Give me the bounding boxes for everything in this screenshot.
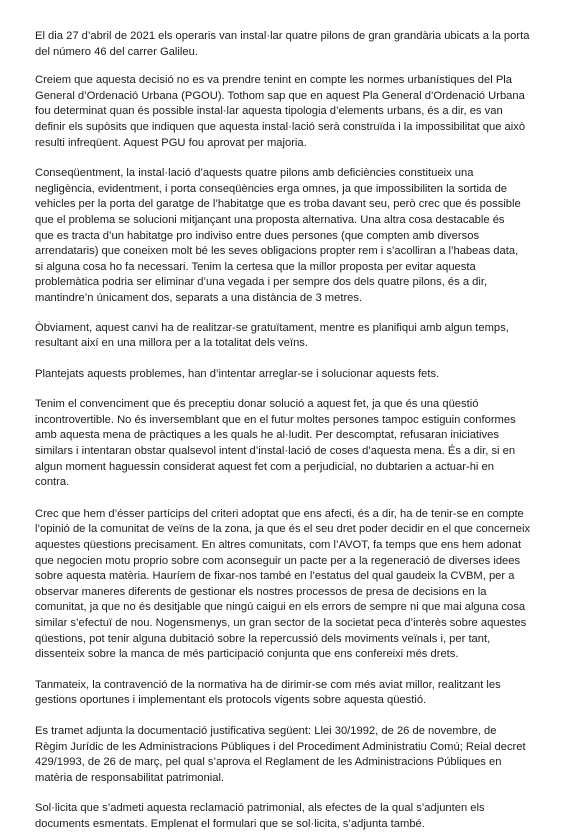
paragraph-line: observar maneres diferents de gestionar els nostres processos de presa de decisions en la xyxy=(35,585,487,598)
paragraph-line: comunitat, ja que no és desitjable que ningú caigui en els errors de sempre ni que mai alguna cosa xyxy=(35,601,526,614)
paragraph-line: amb aquesta mena de pràctiques a les quals he al·ludit. Per descomptat, refusaran iniciatives xyxy=(35,429,499,442)
document-paragraph xyxy=(35,678,546,709)
document-body xyxy=(35,29,546,833)
paragraph-line: dissenteix sobre la manca de més participació conjunta que ens confereixi més drets. xyxy=(35,648,459,661)
paragraph-line: resulti infreqüent. Aquest PGU fou aprovat per majoria. xyxy=(35,136,307,149)
paragraph-line: mantindre’n únicament dos, separats a una distància de 3 metres. xyxy=(35,291,363,304)
document-paragraph xyxy=(35,801,546,832)
paragraph-line: problemàtica podria ser eliminar d’una vegada i per sempre dos dels quatre pilons, és a dir, xyxy=(35,276,488,289)
paragraph-line: similar s’efectuï de nou. Nogensmenys, un gran sector de la societat peca d’interès sobre aquestes xyxy=(35,617,527,629)
paragraph-line: contra. xyxy=(35,476,70,489)
paragraph-line: Plantejats aquests problemes, han d’intentar arreglar-se i solucionar aquests fets. xyxy=(35,367,440,380)
paragraph-line: Tenim el convenciment que és preceptiu donar solució a aquest fet, ja que és una qüestió xyxy=(35,398,479,411)
paragraph-line: Òbviament, aquest canvi ha de realitzar-se gratuïtament, mentre es planifiqui amb algun temps, xyxy=(35,321,509,334)
paragraph-line: similars i intentaran obstar qualsevol intent d’instal·lació de coses d’aquesta mena. És a dir, si en xyxy=(35,445,516,458)
document-paragraph xyxy=(35,166,546,306)
paragraph-line: Es tramet adjunta la documentació justificativa següent: Llei 30/1992, de 26 de novembre, de xyxy=(35,724,497,737)
paragraph-line: definir els supòsits que indiquen que aquesta instal·lació serà construïda i la impossibilitat que això xyxy=(35,120,526,133)
document-paragraph xyxy=(35,367,546,383)
paragraph-line: Sol·licita que s’admeti aquesta reclamació patrimonial, als efectes de la qual s’adjunten els xyxy=(35,802,485,815)
paragraph-line: sobre aquesta matèria. Hauríem de fixar-nos també en l’estatus del qual gaudeix la CVBM, per a xyxy=(35,570,515,583)
paragraph-line: qüestions, pot tenir alguna dubitació sobre la repercussió dels moviments veïnals i, per tant, xyxy=(35,632,491,645)
paragraph-line: del número 46 del carrer Galileu. xyxy=(35,45,198,58)
paragraph-line: que es tracta d’un habitatge pro indiviso entre dues persones (que compten amb diversos xyxy=(35,229,480,242)
paragraph-line: documents esmentats. Emplenat el formulari que se sol·licita, s’adjunta també. xyxy=(35,817,425,830)
document-paragraph xyxy=(35,724,546,786)
document-paragraph xyxy=(35,397,546,491)
paragraph-line: que el problema se solucioni mitjançant una proposta alternativa. Una altra cosa destacable és xyxy=(35,213,505,226)
paragraph-line: Conseqüentment, la instal·lació d’aquests quatre pilons amb deficiències constitueix una xyxy=(35,167,474,180)
paragraph-line: 429/1993, de 26 de març, pel qual s’aprova el Reglament de les Administracions Públiques en xyxy=(35,756,502,769)
paragraph-line: matèria de responsabilitat patrimonial. xyxy=(35,771,225,784)
paragraph-line: Crec que hem d’ésser partícips del criteri adoptat que ens afecti, és a dir, ha de tenir-se en compte xyxy=(35,507,524,520)
paragraph-line: que negocien motu proprio sobre com aconseguir un pacte per a la regeneració de diverses idees xyxy=(35,554,521,567)
paragraph-line: vehicles per la porta del garatge de l’habitatge que es troba davant seu, però crec que és possible xyxy=(35,198,521,211)
paragraph-line: si alguna cosa ho fa necessari. Tenim la certesa que la millor proposta per evitar aquesta xyxy=(35,260,476,273)
paragraph-line: arrendataris) que coneixen molt bé les seves obligacions propter rem i s’acolliran a l’habeas data, xyxy=(35,245,519,258)
document-paragraph xyxy=(35,29,546,60)
document-paragraph xyxy=(35,321,546,352)
document-paragraph xyxy=(35,73,546,151)
paragraph-line: Règim Jurídic de les Administracions Públiques i del Procediment Administratiu Comú; Reial decret xyxy=(35,740,526,753)
paragraph-line: l’opinió de la comunitat de veïns de la zona, ja que és el seu dret poder decidir en el que concerneix xyxy=(35,523,531,536)
paragraph-line: aquestes qüestions precisament. En altres comunitats, com l’AVOT, fa temps que ens hem adonat xyxy=(35,539,522,552)
paragraph-line: incontrovertible. No és inversemblant que en el futur moltes persones tampoc estiguin conformes xyxy=(35,413,516,426)
paragraph-line: resultant així en una millora per a la totalitat dels veïns. xyxy=(35,337,308,350)
paragraph-line: fou determinat quan és possible instal·lar aquesta tipologia d’elements urbans, és a dir, es van xyxy=(35,105,503,118)
paragraph-line: gestions oportunes i implementant els protocols vigents sobre aquesta qüestió. xyxy=(35,694,427,707)
paragraph-line: El dia 27 d’abril de 2021 els operaris van instal·lar quatre pilons de gran grandària ubicats a la porta xyxy=(35,30,530,42)
paragraph-line: General d’Ordenació Urbana (PGOU). Tothom sap que en aquest Pla General d’Ordenació Urbana xyxy=(35,89,525,102)
paragraph-line: algun moment haguessin considerat aquest fet com a perjudicial, no dubtarien a actuar-hi en xyxy=(35,460,494,473)
document-paragraph xyxy=(35,507,546,663)
paragraph-line: Tanmateix, la contravenció de la normativa ha de dirimir-se com més aviat millor, realitzant les xyxy=(35,678,501,691)
paragraph-line: negligència, evidentment, i porta conseqüències erga omnes, ja que impossibiliten la sortida de xyxy=(35,182,508,195)
paragraph-line: Creiem que aquesta decisió no es va prendre tenint en compte les normes urbanístiques del Pla xyxy=(35,74,512,87)
